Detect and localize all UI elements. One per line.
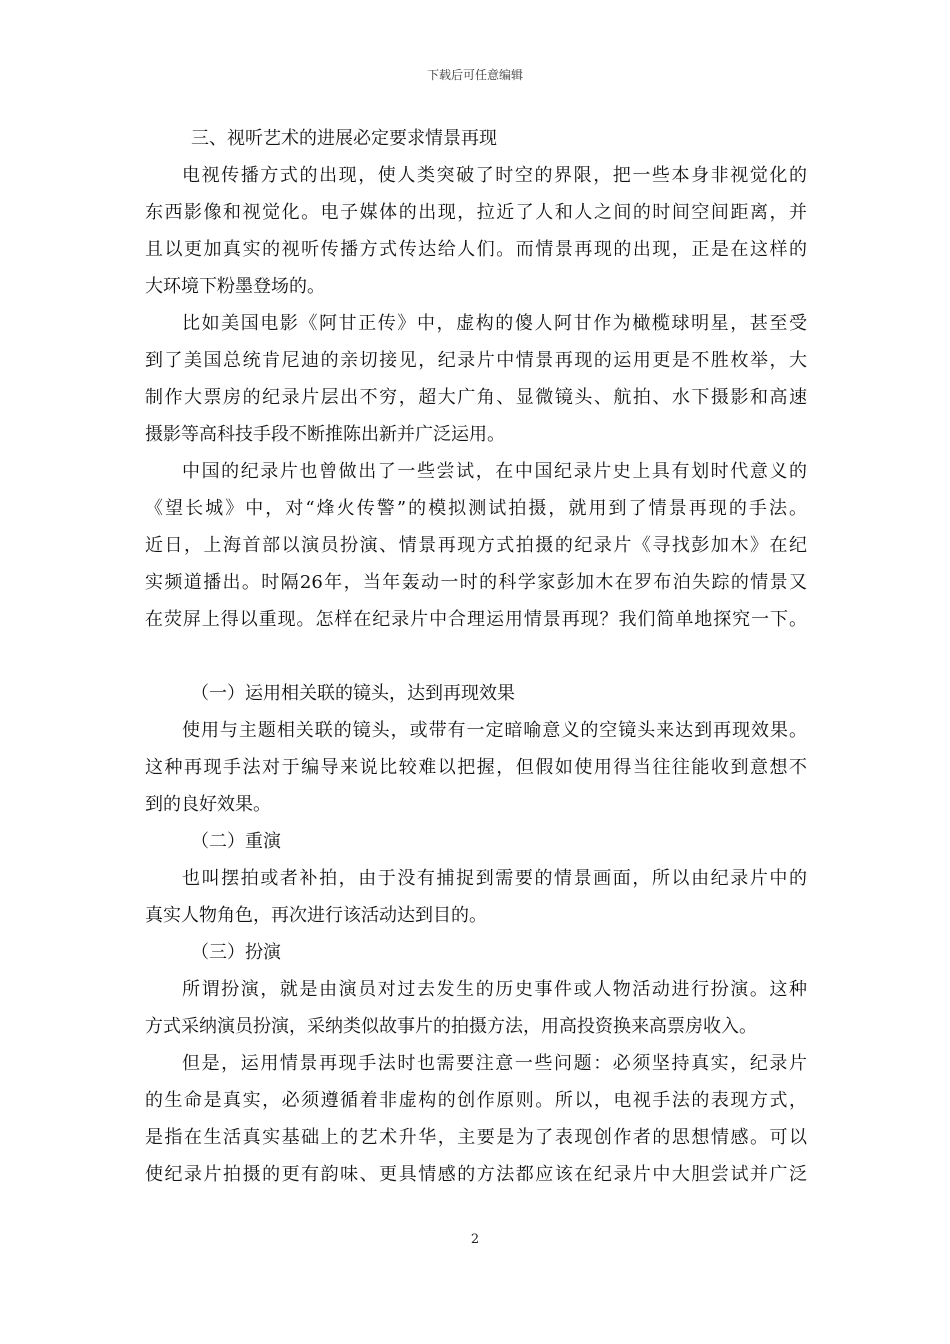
paragraph-line: 这种再现手法对于编导来说比较难以把握，但假如使用得当往往能收到意想不 bbox=[145, 757, 807, 778]
paragraph-line: 是指在生活真实基础上的艺术升华，主要是为了表现创作者的思想情感。可以 bbox=[145, 1127, 807, 1148]
subsection-2-body bbox=[145, 860, 807, 934]
paragraph-line: 在荧屏上得以重现。怎样在纪录片中合理运用情景再现？我们简单地探究一下。 bbox=[145, 609, 807, 630]
paragraph-line: 真实人物角色，再次进行该活动达到目的。 bbox=[145, 905, 487, 926]
paragraph-line: 的生命是真实，必须遵循着非虚构的创作原则。所以，电视手法的表现方式， bbox=[145, 1090, 807, 1111]
paragraph-line: 所谓扮演，就是由演员对过去发生的历史事件或人物活动进行扮演。这种 bbox=[182, 979, 807, 1000]
paragraph-line: 东西影像和视觉化。电子媒体的出现，拉近了人和人之间的时间空间距离，并 bbox=[145, 202, 807, 223]
subsection-heading-2: （二）重演 bbox=[191, 831, 281, 852]
paragraph-line: 到了美国总统肯尼迪的亲切接见，纪录片中情景再现的运用更是不胜枚举，大 bbox=[145, 350, 807, 371]
paragraph-line: 方式采纳演员扮演，采纳类似故事片的拍摄方法，用高投资换来高票房收入。 bbox=[145, 1016, 757, 1037]
paragraph-line: 但是，运用情景再现手法时也需要注意一些问题：必须坚持真实，纪录片 bbox=[182, 1053, 807, 1074]
document-body bbox=[145, 120, 807, 1193]
paragraph-line: 也叫摆拍或者补拍，由于没有捕捉到需要的情景画面，所以由纪录片中的 bbox=[182, 868, 807, 889]
paragraph-line: 中国的纪录片也曾做出了一些尝试，在中国纪录片史上具有划时代意义的 bbox=[182, 461, 807, 482]
paragraph-line: 电视传播方式的出现，使人类突破了时空的界限，把一些本身非视觉化的 bbox=[182, 165, 807, 186]
paragraph-line: 摄影等高科技手段不断推陈出新并广泛运用。 bbox=[145, 424, 505, 445]
paragraph-line: 制作大票房的纪录片层出不穷，超大广角、显微镜头、航拍、水下摄影和高速 bbox=[145, 387, 807, 408]
page-header: 下载后可任意编辑 bbox=[426, 68, 523, 82]
paragraph-line: 比如美国电影《阿甘正传》中，虚构的傻人阿甘作为橄榄球明星，甚至受 bbox=[182, 313, 807, 334]
paragraph-line: 且以更加真实的视听传播方式传达给人们。而情景再现的出现，正是在这样的 bbox=[145, 239, 807, 260]
blank-line bbox=[145, 638, 807, 675]
page-number: 2 bbox=[470, 1232, 480, 1247]
subsection-3-body bbox=[145, 971, 807, 1045]
closing-paragraph bbox=[145, 1045, 807, 1193]
paragraph-1 bbox=[145, 157, 807, 305]
paragraph-line: 到的良好效果。 bbox=[145, 794, 271, 815]
subsection-1-body bbox=[145, 712, 807, 823]
paragraph-line: 使用与主题相关联的镜头，或带有一定暗喻意义的空镜头来达到再现效果。 bbox=[182, 720, 807, 741]
paragraph-line: 实频道播出。时隔26年，当年轰动一时的科学家彭加木在罗布泊失踪的情景又 bbox=[145, 572, 807, 593]
paragraph-line: 近日，上海首部以演员扮演、情景再现方式拍摄的纪录片《寻找彭加木》在纪 bbox=[145, 535, 807, 556]
paragraph-3 bbox=[145, 453, 807, 638]
paragraph-line: 大环境下粉墨登场的。 bbox=[145, 276, 325, 297]
paragraph-2 bbox=[145, 305, 807, 453]
section-heading: 三、视听艺术的进展必定要求情景再现 bbox=[191, 128, 497, 149]
subsection-heading-3: （三）扮演 bbox=[191, 942, 281, 963]
subsection-heading-1: （一）运用相关联的镜头，达到再现效果 bbox=[191, 683, 515, 704]
paragraph-line: 《望长城》中，对“烽火传警”的模拟测试拍摄，就用到了情景再现的手法。 bbox=[145, 498, 807, 519]
paragraph-line: 使纪录片拍摄的更有韵味、更具情感的方法都应该在纪录片中大胆尝试并广泛 bbox=[145, 1164, 807, 1185]
